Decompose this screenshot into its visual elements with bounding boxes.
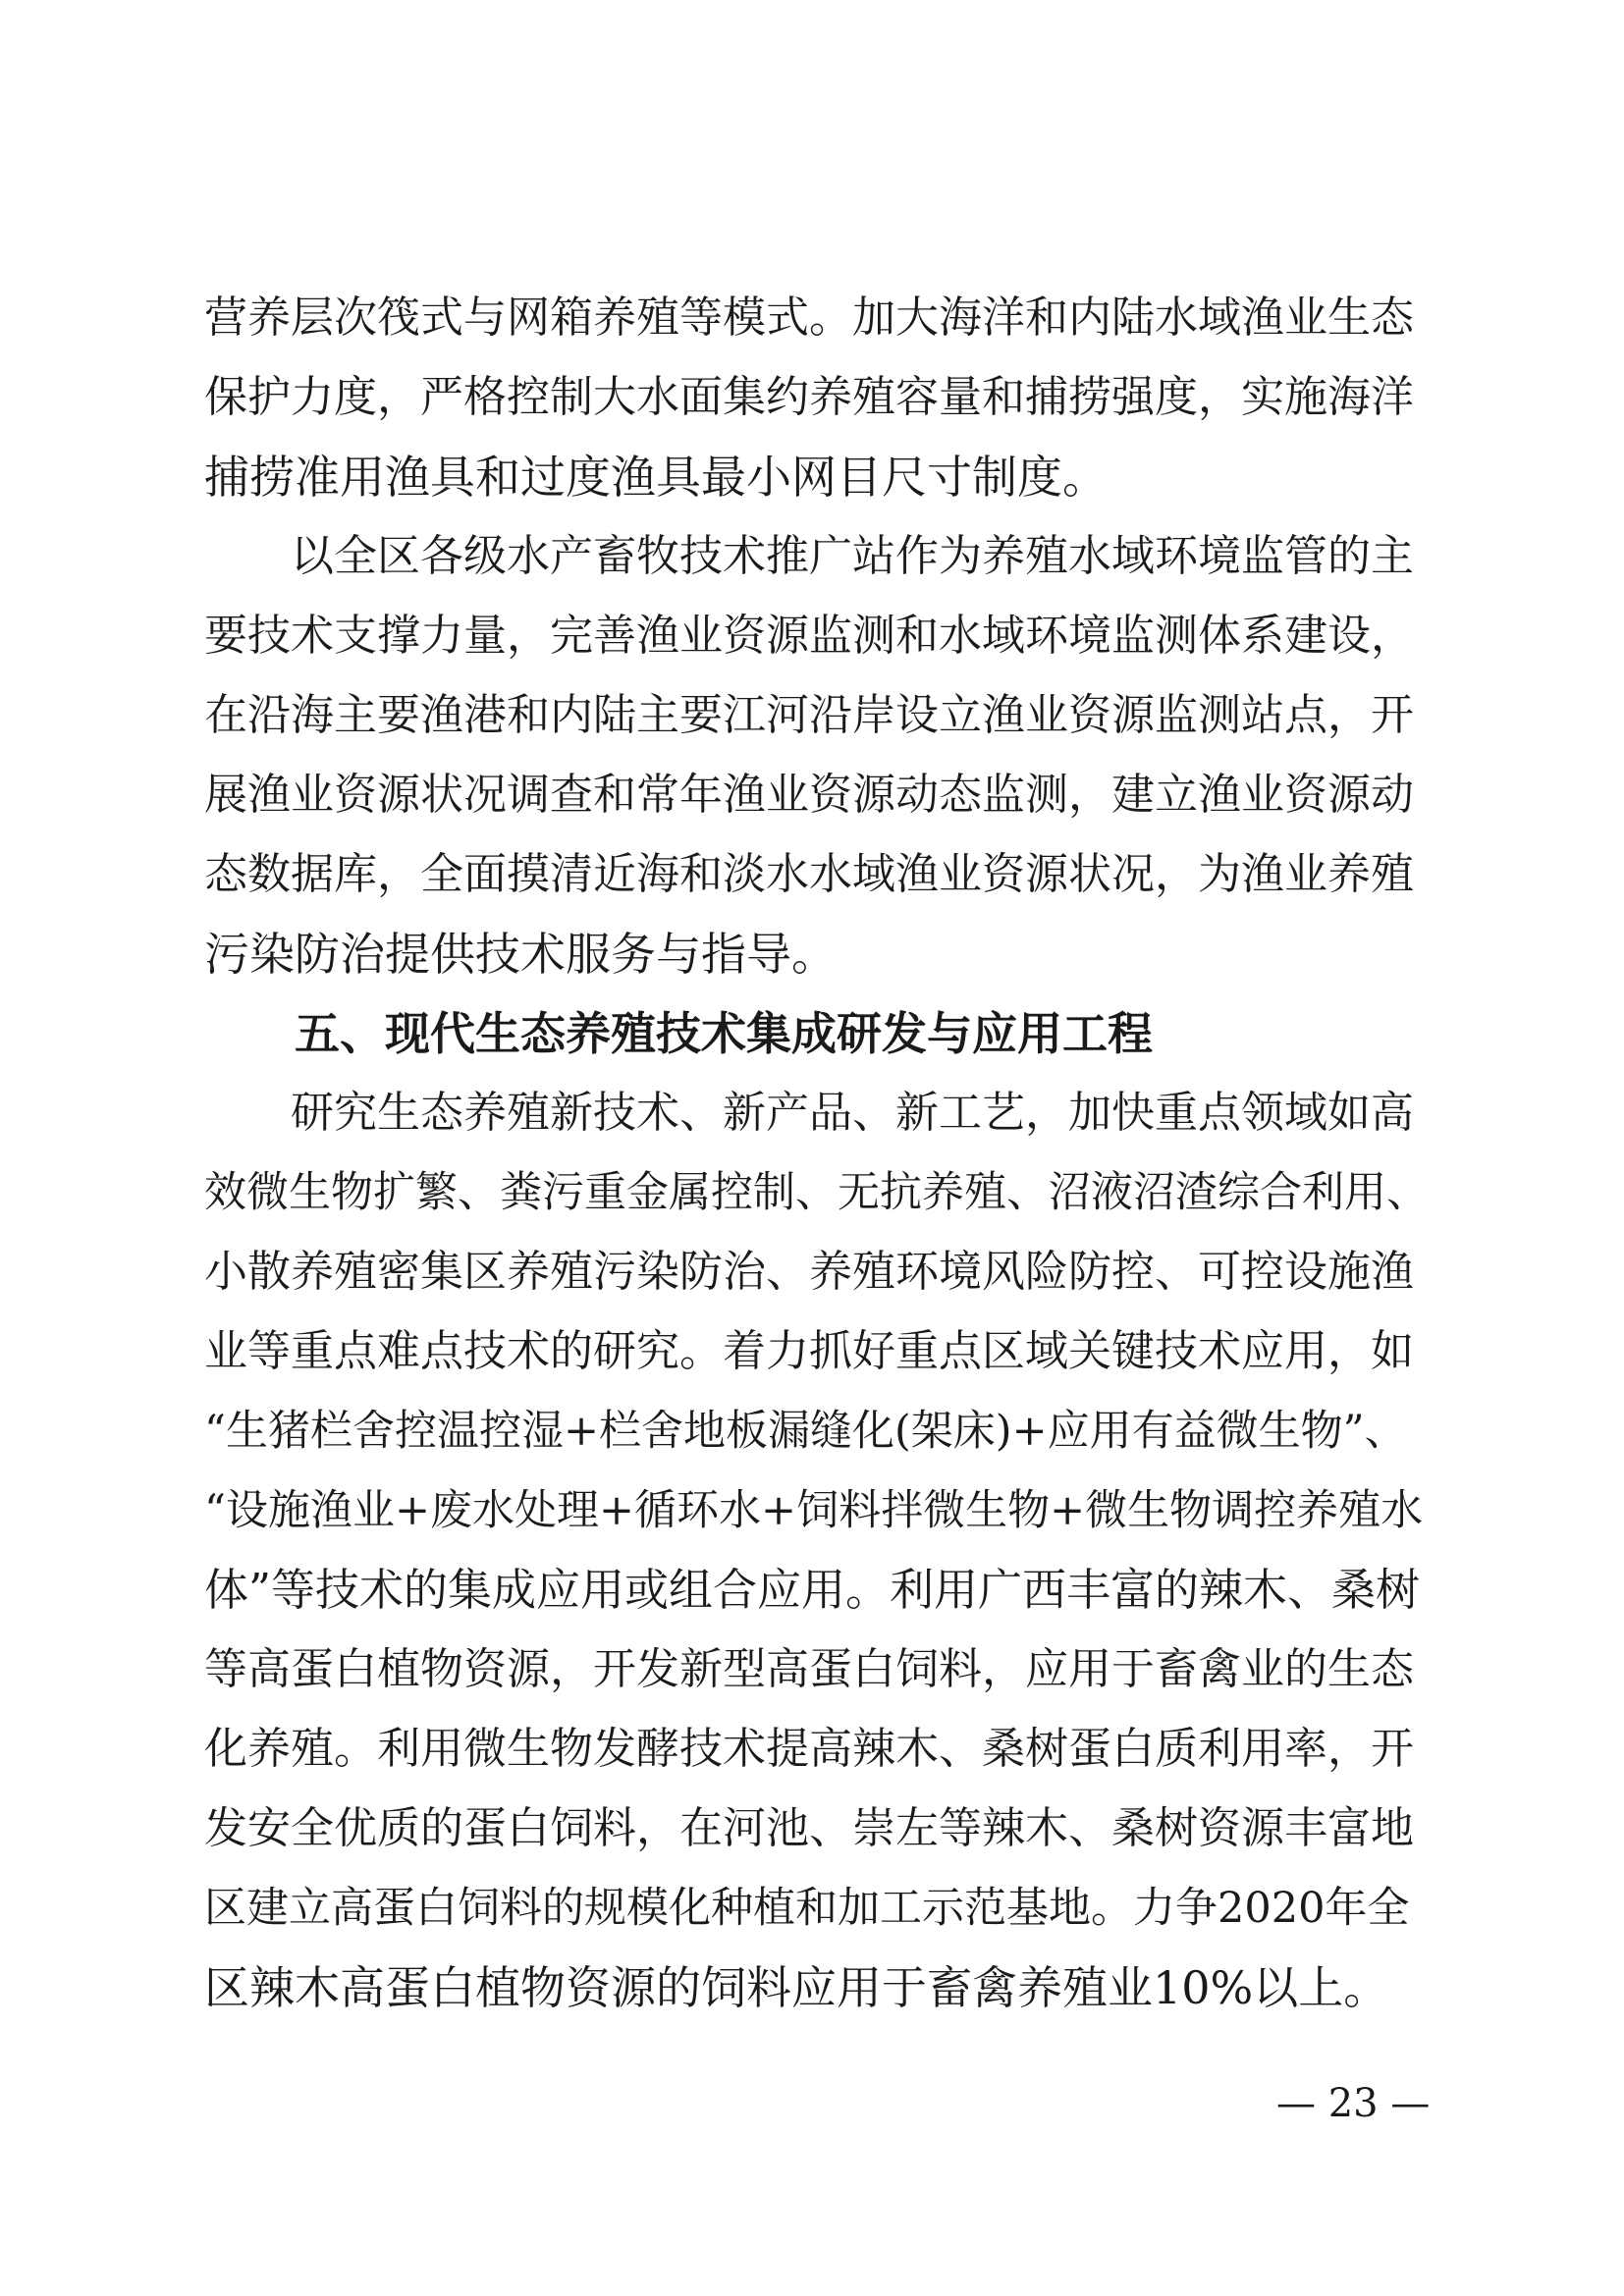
body-line: “设施渔业+废水处理+循环水+饲料拌微生物+微生物调控养殖水 [204,1486,1424,1535]
body-line: 在沿海主要渔港和内陆主要江河沿岸设立渔业资源监测站点，开 [204,690,1414,740]
body-line: 发安全优质的蛋白饲料，在河池、崇左等辣木、桑树资源丰富地 [204,1803,1414,1853]
body-line: 污染防治提供技术服务与指导。 [204,928,837,981]
page-number: — 23 — [1276,2081,1431,2126]
body-line: 研究生态养殖新技术、新产品、新工艺，加快重点领域如高 [204,1088,1414,1138]
body-line: 小散养殖密集区养殖污染防治、养殖环境风险防控、可控设施渔 [204,1247,1414,1297]
body-line: 营养层次筏式与网箱养殖等模式。加大海洋和内陆水域渔业生态 [204,293,1414,343]
body-line: 保护力度，严格控制大水面集约养殖容量和捕捞强度，实施海洋 [204,372,1414,422]
body-line: 等高蛋白植物资源，开发新型高蛋白饲料，应用于畜禽业的生态 [204,1644,1414,1694]
section-heading: 五、现代生态养殖技术集成研发与应用工程 [204,1007,1153,1060]
body-line: 化养殖。利用微生物发酵技术提高辣木、桑树蛋白质利用率，开 [204,1724,1414,1774]
body-line: 要技术支撑力量，完善渔业资源监测和水域环境监测体系建设， [204,611,1414,661]
body-line: 业等重点难点技术的研究。着力抓好重点区域关键技术应用，如 [204,1326,1414,1376]
body-line: 区建立高蛋白饲料的规模化种植和加工示范基地。力争2020年全 [204,1884,1410,1933]
body-line: 展渔业资源状况调查和常年渔业资源动态监测，建立渔业资源动 [204,770,1414,820]
body-line: 区辣木高蛋白植物资源的饲料应用于畜禽养殖业10%以上。 [204,1961,1389,2014]
body-line: 态数据库，全面摸清近海和淡水水域渔业资源状况，为渔业养殖 [204,849,1414,899]
body-line: 体”等技术的集成应用或组合应用。利用广西丰富的辣木、桑树 [204,1564,1421,1616]
body-line: 以全区各级水产畜牧技术推广站作为养殖水域环境监管的主 [204,531,1414,581]
body-line: 捕捞准用渔具和过度渔具最小网目尺寸制度。 [204,451,1108,504]
body-line: “生猪栏舍控温控湿+栏舍地板漏缝化(架床)+应用有益微生物”、 [204,1407,1407,1456]
body-line: 效微生物扩繁、粪污重金属控制、无抗养殖、沼液沼渣综合利用、 [204,1168,1429,1217]
